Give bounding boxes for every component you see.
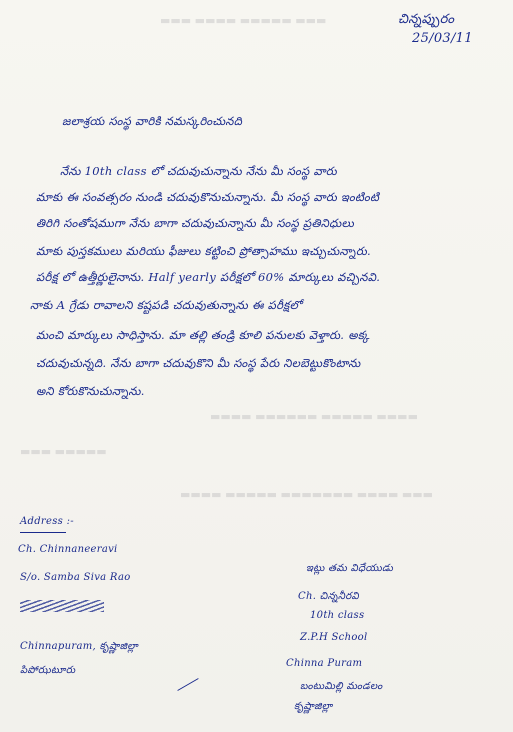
bleed-through-top: ▬▬▬ ▬▬▬▬ ▬▬▬▬▬ ▬▬▬ — [160, 14, 327, 27]
address-label-underline — [20, 532, 66, 533]
bleed-through-mid-3: ▬▬▬▬ ▬▬▬▬▬ ▬▬▬▬▬▬▬ ▬▬▬▬ ▬▬▬ — [180, 488, 434, 501]
address-line: Ch. Chinnaneeravi — [18, 544, 118, 555]
signature-line: Chinna Puram — [286, 658, 363, 669]
signature-line: బంటుమిల్లి మండలం — [300, 681, 383, 692]
letter-date: 25/03/11 — [412, 31, 473, 46]
body-line: మంచి మార్కులు సాధిస్తాను. మా తల్లి తండ్రి కూలి పనులకు వెళ్తారు. అక్క — [36, 328, 370, 342]
address-line: పిపోఝటూరు — [20, 665, 76, 676]
signature-line: Z.P.H School — [300, 632, 368, 643]
body-line: అని కోరుకొనుచున్నాను. — [36, 384, 145, 398]
address-line: S/o. Samba Siva Rao — [20, 572, 131, 583]
bleed-through-mid-2: ▬▬▬ ▬▬▬▬▬ — [20, 445, 107, 458]
signature-line: కృష్ణాజిల్లా — [294, 701, 333, 712]
bleed-through-mid-1: ▬▬▬▬ ▬▬▬▬▬▬ ▬▬▬▬▬ ▬▬▬▬ — [210, 410, 418, 423]
address-label: Address :- — [20, 516, 74, 527]
body-line: మాకు ఈ సంవత్సరం నుండి చదువుకొనుచున్నాను. మీ సంస్థ వారు ఇంటింటి — [36, 190, 380, 204]
letter-place: చిన్నప్పురం — [398, 12, 455, 27]
body-line: పరీక్ష లో ఉత్తీర్ణులైనాను. Half yearly పరీక్షలో 60% మార్కులు వచ్చినవి. — [36, 270, 381, 284]
signoff: ఇట్లు తమ విధేయుడు — [306, 563, 394, 574]
address-line: Chinnapuram, కృష్ణాజిల్లా — [20, 641, 138, 652]
struck-out-line — [20, 600, 104, 612]
body-line: మాకు పుస్తకములు మరియు ఫీజులు కట్టించి ప్రోత్సాహము ఇచ్చుచున్నారు. — [36, 244, 371, 258]
signature-line: Ch. చిన్ననీరవి — [298, 591, 359, 602]
signature-line: 10th class — [310, 610, 365, 621]
stray-pen-mark — [177, 678, 198, 691]
letter-salutation: జలాశ్రయ సంస్థ వారికి నమస్కరించునది — [62, 114, 243, 128]
body-line: నాకు A గ్రేడు రావాలని కష్టపడి చదువుతున్నాను ఈ పరీక్షలో — [30, 298, 302, 312]
body-line: తిరిగి సంతోషముగా నేను బాగా చదువుచున్నాను మీ సంస్థ ప్రతినిధులు — [36, 216, 354, 230]
body-line: నేను 10th class లో చదువుచున్నాను నేను మీ సంస్థ వారు — [60, 164, 337, 178]
body-line: చదువుచున్నది. నేను బాగా చదువుకొని మీ సంస్థ పేరు నిలబెట్టుకొంటాను — [36, 356, 361, 370]
